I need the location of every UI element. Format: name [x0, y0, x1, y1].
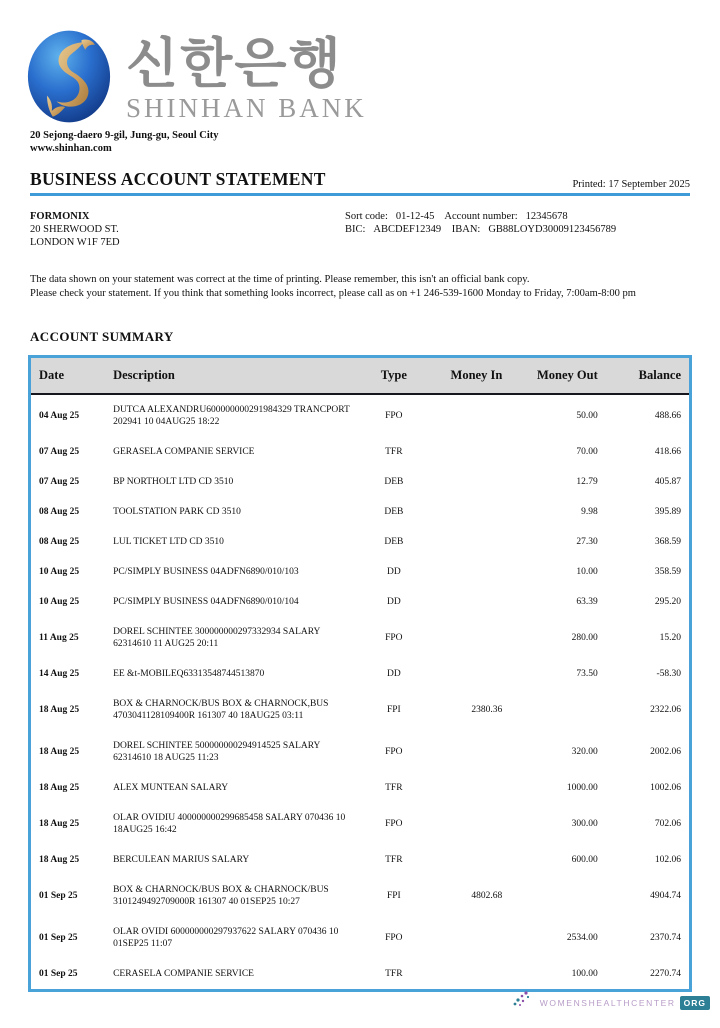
statement-page [0, 28, 720, 1028]
cell-money-in [424, 803, 509, 845]
cell-money-out: 63.39 [576, 597, 598, 607]
cell-money-out [508, 875, 603, 917]
cell-type: FPO [385, 819, 403, 829]
cell-type: FPO [385, 933, 403, 943]
cell-balance: 2002.06 [650, 747, 681, 757]
transaction-row [30, 803, 691, 845]
cell-type: DD [386, 669, 401, 679]
cell-date: 18 Aug 25 [39, 855, 80, 865]
cell-money-in [424, 467, 509, 497]
footer-dots-icon [512, 990, 536, 1010]
cell-money-in [424, 497, 509, 527]
cell-balance: 702.06 [654, 819, 681, 829]
cell-balance: 395.89 [654, 507, 681, 517]
cell-money-out: 27.30 [576, 537, 598, 547]
cell-money-in [424, 437, 509, 467]
column-header-date: Date [30, 357, 108, 395]
statement-notice [30, 273, 690, 301]
account-number-value: 12345678 [525, 211, 568, 222]
transaction-row [30, 527, 691, 557]
cell-type: DEB [384, 477, 404, 487]
cell-date: 04 Aug 25 [39, 411, 80, 421]
cell-date: 01 Sep 25 [39, 891, 78, 901]
cell-money-in: 4802.68 [471, 891, 503, 901]
transaction-row [30, 394, 691, 437]
cell-balance: -58.30 [656, 669, 681, 679]
bank-website: www.shinhan.com [30, 143, 112, 154]
cell-date: 08 Aug 25 [39, 537, 80, 547]
cell-description: PC/SIMPLY BUSINESS 04ADFN6890/010/104 [113, 597, 299, 607]
column-header-balance: Balance [604, 357, 691, 395]
cell-type: DD [386, 597, 401, 607]
cell-date: 08 Aug 25 [39, 507, 80, 517]
transaction-row [30, 617, 691, 659]
notice-line-2: Please check your statement. If you think that something looks incorrect, please call as on +1 246-539-1600 Monday to Friday, 7:00am-8:00 pm [30, 288, 636, 299]
iban-label: IBAN: [451, 224, 481, 235]
cell-type: TFR [385, 969, 403, 979]
cell-description: ALEX MUNTEAN SALARY [113, 783, 229, 793]
cell-type: FPI [386, 705, 401, 715]
transaction-row [30, 587, 691, 617]
transaction-row [30, 437, 691, 467]
page-title: BUSINESS ACCOUNT STATEMENT [30, 169, 326, 189]
footer-watermark [512, 990, 710, 1016]
cell-date: 01 Sep 25 [39, 933, 78, 943]
cell-type: FPO [385, 633, 403, 643]
transaction-row [30, 557, 691, 587]
account-holder [30, 210, 345, 249]
cell-money-in: 2380.36 [471, 705, 503, 715]
cell-description: TOOLSTATION PARK CD 3510 [113, 507, 241, 517]
printed-date: Printed: 17 September 2025 [572, 179, 690, 190]
cell-money-out: 1000.00 [566, 783, 598, 793]
cell-money-in [424, 917, 509, 959]
cell-money-in [424, 394, 509, 437]
cell-money-in [424, 587, 509, 617]
cell-description: OLAR OVIDI 600000000297937622 SALARY 070436 10 01SEP25 11:07 [113, 927, 339, 949]
account-number-label: Account number: [444, 211, 518, 222]
bic-value: ABCDEF12349 [373, 224, 442, 235]
cell-description: GERASELA COMPANIE SERVICE [113, 447, 255, 457]
cell-balance: 15.20 [659, 633, 681, 643]
cell-description: BERCULEAN MARIUS SALARY [113, 855, 250, 865]
cell-type: FPI [386, 891, 401, 901]
cell-balance: 358.59 [654, 567, 681, 577]
bic-label: BIC: [345, 224, 366, 235]
account-summary-heading: ACCOUNT SUMMARY [30, 329, 174, 344]
sort-code-label: Sort code: [345, 211, 388, 222]
cell-balance: 405.87 [654, 477, 681, 487]
cell-money-out: 320.00 [571, 747, 598, 757]
cell-money-in [424, 557, 509, 587]
cell-description: BOX & CHARNOCK/BUS BOX & CHARNOCK/BUS 3101249492709000R 161307 40 01SEP25 10:27 [113, 885, 329, 907]
cell-type: TFR [385, 447, 403, 457]
cell-balance: 102.06 [654, 855, 681, 865]
cell-description: LUL TICKET LTD CD 3510 [113, 537, 224, 547]
cell-type: FPO [385, 411, 403, 421]
cell-money-out: 70.00 [576, 447, 598, 457]
cell-balance: 2370.74 [650, 933, 681, 943]
transaction-row [30, 917, 691, 959]
notice-line-1: The data shown on your statement was correct at the time of printing. Please remember, this isn't an official bank copy. [30, 274, 530, 285]
footer-org-badge: ORG [680, 996, 710, 1010]
sort-code-value: 01-12-45 [395, 211, 435, 222]
cell-description: EE &t-MOBILEQ63313548744513870 [113, 669, 265, 679]
cell-type: TFR [385, 783, 403, 793]
transaction-row [30, 689, 691, 731]
cell-money-in [424, 845, 509, 875]
cell-balance: 1002.06 [650, 783, 681, 793]
transaction-row [30, 497, 691, 527]
cell-money-in [424, 731, 509, 773]
cell-money-in [424, 773, 509, 803]
table-header [30, 357, 691, 395]
cell-money-out: 100.00 [571, 969, 598, 979]
cell-money-out: 12.79 [576, 477, 598, 487]
cell-description: DOREL SCHINTEE 500000000294914525 SALARY 62314610 18 AUG25 11:23 [113, 741, 321, 763]
cell-money-in [424, 617, 509, 659]
cell-money-out: 73.50 [576, 669, 598, 679]
cell-money-in [424, 959, 509, 991]
cell-description: CERASELA COMPANIE SERVICE [113, 969, 254, 979]
cell-date: 18 Aug 25 [39, 783, 80, 793]
cell-date: 07 Aug 25 [39, 477, 80, 487]
transaction-row [30, 845, 691, 875]
cell-type: DEB [384, 507, 404, 517]
footer-brand-name: WOMENSHEALTHCENTER [539, 998, 676, 1008]
iban-value: GB88LOYD30009123456789 [488, 224, 617, 235]
transactions-table [28, 355, 692, 992]
cell-balance: 4904.74 [650, 891, 681, 901]
cell-date: 01 Sep 25 [39, 969, 78, 979]
cell-description: BP NORTHOLT LTD CD 3510 [113, 477, 234, 487]
cell-money-out: 10.00 [576, 567, 598, 577]
shinhan-logo-icon [26, 28, 112, 125]
cell-money-out [508, 689, 603, 731]
column-header-money-in: Money In [424, 357, 509, 395]
cell-date: 14 Aug 25 [39, 669, 80, 679]
cell-type: DD [386, 567, 401, 577]
cell-description: PC/SIMPLY BUSINESS 04ADFN6890/010/103 [113, 567, 299, 577]
cell-money-out: 300.00 [571, 819, 598, 829]
transaction-row [30, 773, 691, 803]
cell-balance: 2270.74 [650, 969, 681, 979]
account-holder-address2: LONDON W1F 7ED [30, 237, 120, 248]
bank-address-line: 20 Sejong-daero 9-gil, Jung-gu, Seoul City [30, 130, 219, 141]
cell-date: 18 Aug 25 [39, 705, 80, 715]
cell-type: FPO [385, 747, 403, 757]
cell-money-in [424, 659, 509, 689]
cell-balance: 368.59 [654, 537, 681, 547]
cell-description: DUTCA ALEXANDRU600000000291984329 TRANCPORT 202941 10 04AUG25 18:22 [113, 405, 350, 427]
column-header-description: Description [107, 357, 364, 395]
cell-description: BOX & CHARNOCK/BUS BOX & CHARNOCK,BUS 4703041128109400R 161307 40 18AUG25 03:11 [113, 699, 329, 721]
transaction-row [30, 467, 691, 497]
bank-name-korean: 신한은행 [126, 32, 343, 95]
account-block [30, 210, 690, 249]
cell-money-out: 2534.00 [566, 933, 598, 943]
transaction-row [30, 875, 691, 917]
transaction-row [30, 659, 691, 689]
title-divider [30, 193, 690, 196]
cell-balance: 488.66 [654, 411, 681, 421]
cell-date: 10 Aug 25 [39, 567, 80, 577]
cell-balance: 2322.06 [650, 705, 681, 715]
cell-description: DOREL SCHINTEE 300000000297332934 SALARY 62314610 11 AUG25 20:11 [113, 627, 321, 649]
account-info [345, 210, 690, 249]
cell-money-out: 9.98 [581, 507, 598, 517]
transaction-row [30, 959, 691, 991]
bank-name-latin: SHINHAN BANK [126, 93, 367, 123]
cell-date: 18 Aug 25 [39, 819, 80, 829]
cell-date: 18 Aug 25 [39, 747, 80, 757]
transaction-row [30, 731, 691, 773]
column-header-type: Type [364, 357, 424, 395]
account-holder-address1: 20 SHERWOOD ST. [30, 224, 119, 235]
cell-description: OLAR OVIDIU 400000000299685458 SALARY 070436 10 18AUG25 16:42 [113, 813, 346, 835]
cell-money-in [424, 527, 509, 557]
account-holder-name: FORMONIX [30, 211, 90, 222]
cell-money-out: 280.00 [571, 633, 598, 643]
cell-balance: 295.20 [654, 597, 681, 607]
bank-name-block [126, 28, 367, 122]
column-header-money-out: Money Out [508, 357, 603, 395]
cell-date: 11 Aug 25 [39, 633, 79, 643]
cell-date: 07 Aug 25 [39, 447, 80, 457]
cell-money-out: 600.00 [571, 855, 598, 865]
cell-money-out: 50.00 [576, 411, 598, 421]
bank-header [26, 28, 720, 125]
cell-balance: 418.66 [654, 447, 681, 457]
cell-type: DEB [384, 537, 404, 547]
cell-type: TFR [385, 855, 403, 865]
cell-date: 10 Aug 25 [39, 597, 80, 607]
